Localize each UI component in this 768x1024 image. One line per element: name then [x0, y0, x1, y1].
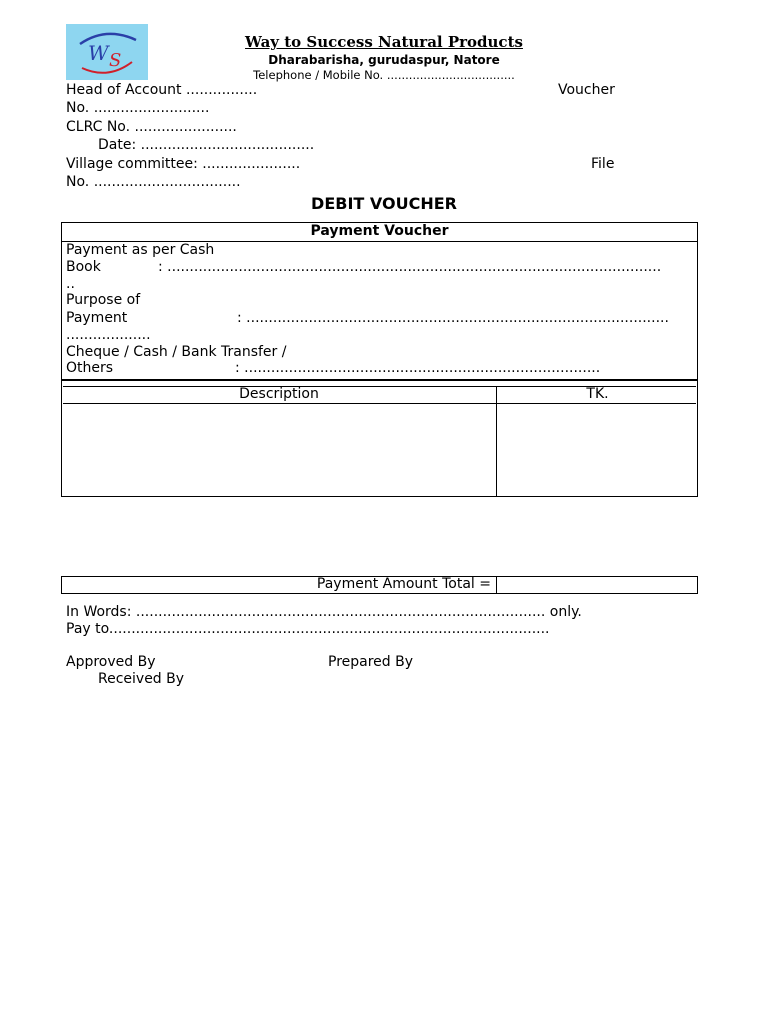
- voucher-no-field: No. ..........................: [66, 100, 210, 116]
- purpose-dots-cont: ...................: [66, 327, 151, 343]
- total-amount-divider: [496, 576, 497, 594]
- head-of-account-field: Head of Account ................: [66, 82, 258, 98]
- cash-book-dots-cont: ..: [66, 276, 75, 292]
- telephone-line: Telephone / Mobile No. ...................................: [253, 68, 515, 82]
- file-no-field: No. .................................: [66, 174, 241, 190]
- svg-text:S: S: [109, 50, 122, 71]
- page-title: DEBIT VOUCHER: [311, 194, 457, 213]
- purpose-dots: : ...............................................................................................: [237, 310, 669, 326]
- in-words-line: In Words: ............................................................................................ only.: [66, 604, 582, 620]
- table-column-divider: [496, 386, 497, 497]
- pay-to-line: Pay to...................................................................................................: [66, 621, 550, 637]
- company-name: Way to Success Natural Products: [245, 33, 523, 51]
- payment-method-label-1: Cheque / Cash / Bank Transfer /: [66, 344, 287, 360]
- prepared-by-label: Prepared By: [328, 654, 414, 670]
- payment-method-dots: : ................................................................................: [235, 360, 601, 376]
- payment-method-label-2: Others: [66, 360, 114, 376]
- clrc-no-field: CLRC No. .......................: [66, 119, 237, 135]
- cash-book-label-1: Payment as per Cash: [66, 242, 215, 258]
- approved-by-label: Approved By: [66, 654, 156, 670]
- company-address: Dharabarisha, gurudaspur, Natore: [268, 53, 500, 67]
- file-label: File: [591, 156, 615, 172]
- cash-book-dots: : ...............................................................................................................: [158, 259, 662, 275]
- svg-text:W: W: [88, 41, 109, 65]
- payment-voucher-heading: Payment Voucher: [310, 223, 449, 239]
- voucher-label: Voucher: [558, 82, 615, 98]
- tk-header: TK.: [586, 386, 609, 402]
- date-field: Date: .......................................: [98, 137, 315, 153]
- description-header: Description: [239, 386, 319, 402]
- purpose-label-2: Payment: [66, 310, 128, 326]
- received-by-label: Received By: [98, 671, 185, 687]
- total-label: Payment Amount Total =: [316, 576, 491, 592]
- purpose-label-1: Purpose of: [66, 292, 141, 308]
- village-committee-field: Village committee: ......................: [66, 156, 301, 172]
- cash-book-label-2: Book: [66, 259, 101, 275]
- table-header-rule: [63, 403, 696, 404]
